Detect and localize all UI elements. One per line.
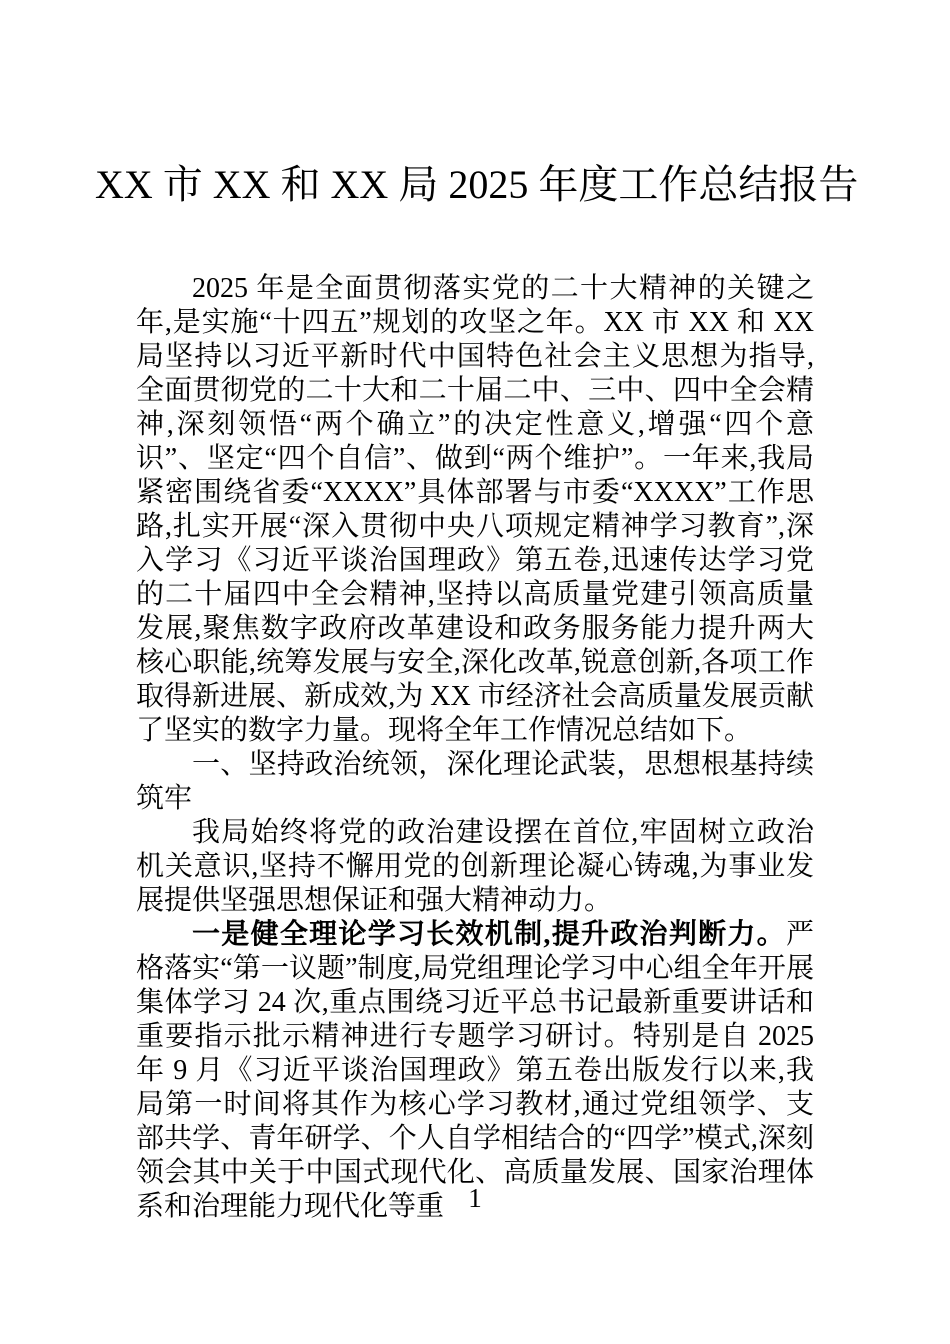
bold-lead-theory-mechanism: 一是健全理论学习长效机制,提升政治判断力。 [192, 919, 786, 950]
document-body [136, 272, 814, 1224]
paragraph-theory-learning-text: 严格落实“第一议题”制度,局党组理论学习中心组全年开展集体学习 24 次,重点围绕习近平总书记最新重要讲话和重要指示批示精神进行专题学习研讨。特别是自 2025 年 9 月《习近平谈治国理政》第五卷出版发行以来,我局第一时间将其作为核心学习教材,通过党组领学、支部共学、青年研学、个人自学相结合的“四学”模式,深刻领会其中关于中国式现代化、高质量发展、国家治理体系和治理能力现代化等重 [136, 919, 814, 1222]
section-heading-1: 一、坚持政治统领，深化理论武装，思想根基持续筑牢 [136, 749, 814, 814]
page-number: 1 [468, 1183, 482, 1213]
paragraph-political-overview: 我局始终将党的政治建设摆在首位,牢固树立政治机关意识,坚持不懈用党的创新理论凝心铸魂,为事业发展提供坚强思想保证和强大精神动力。 [136, 817, 814, 916]
document-title: XX 市 XX 和 XX 局 2025 年度工作总结报告 [95, 162, 859, 207]
paragraph-theory-learning [136, 918, 814, 1224]
paragraph-intro: 2025 年是全面贯彻落实党的二十大精神的关键之年,是实施“十四五”规划的攻坚之年。XX 市 XX 和 XX 局坚持以习近平新时代中国特色社会主义思想为指导,全面贯彻党的二十大和二十届二中、三中、四中全会精神,深刻领悟“两个确立”的决定性意义,增强“四个意识”、坚定“四个自信”、做到“两个维护”。一年来,我局紧密围绕省委“XXXX”具体部署与市委“XXXX”工作思路,扎实开展“深入贯彻中央八项规定精神学习教育”,深入学习《习近平谈治国理政》第五卷,迅速传达学习党的二十届四中全会精神,坚持以高质量党建引领高质量发展,聚焦数字政府改革建设和政务服务能力提升两大核心职能,统筹发展与安全,深化改革,锐意创新,各项工作取得新进展、新成效,为 XX 市经济社会高质量发展贡献了坚实的数字力量。现将全年工作情况总结如下。 [136, 273, 814, 746]
